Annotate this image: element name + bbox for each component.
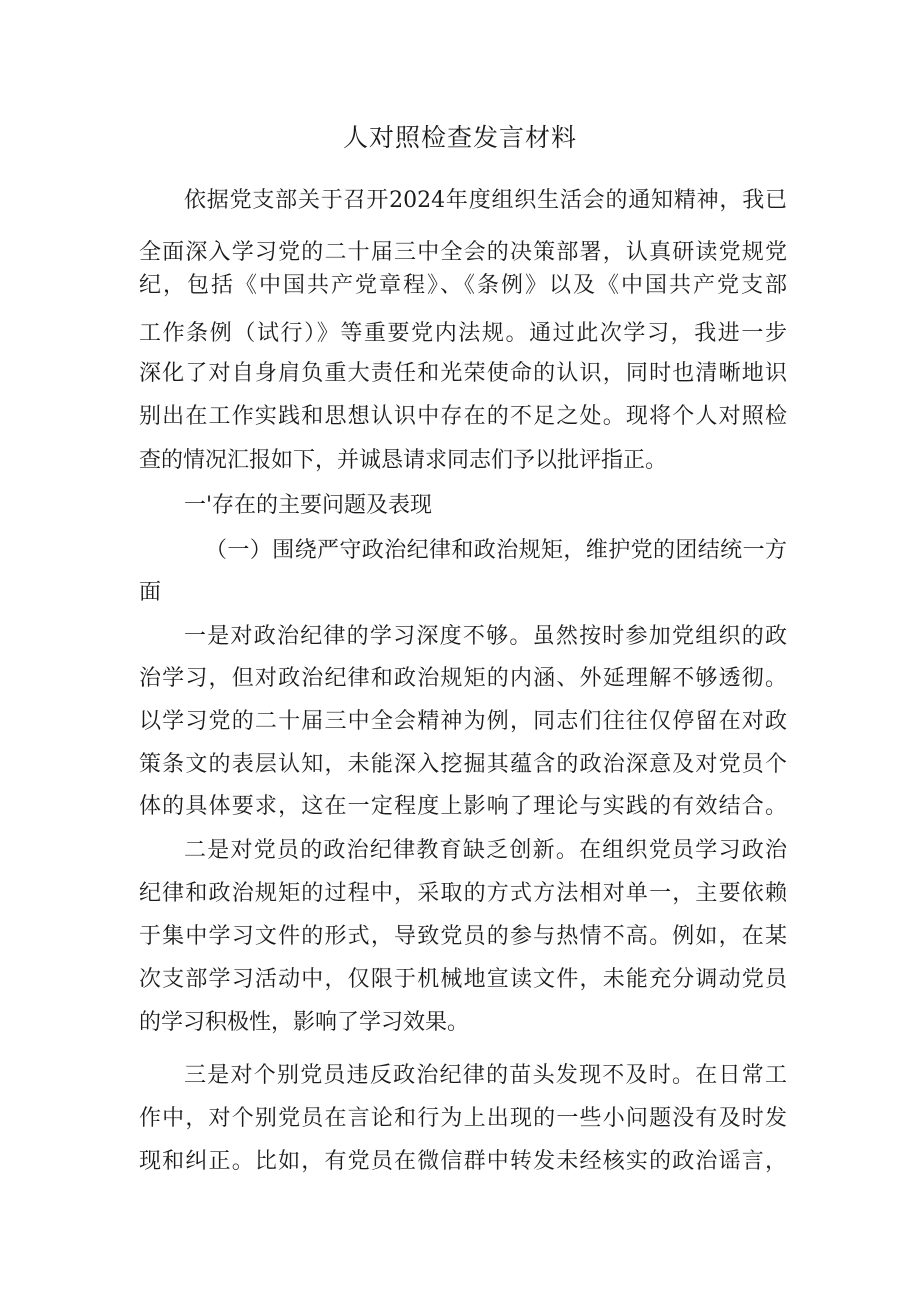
section-heading: 一'存在的主要问题及表现 [184, 493, 433, 518]
paragraph-line: 的学习积极性，影响了学习效果。 [139, 1010, 470, 1035]
paragraph-line: 纪律和政治规矩的过程中，采取的方式方法相对单一，主要依赖 [139, 881, 787, 906]
paragraph-line: 治学习，但对政治纪律和政治规矩的内涵、外延理解不够透彻。 [139, 666, 787, 691]
paragraph-line: 体的具体要求，这在一定程度上影响了理论与实践的有效结合。 [139, 794, 787, 819]
paragraph-line: 查的情况汇报如下，并诚恳请求同志们予以批评指正。 [139, 448, 668, 473]
paragraph-line: 深化了对自身肩负重大责任和光荣使命的认识，同时也清晰地识 [139, 361, 787, 386]
paragraph-line: 次支部学习活动中，仅限于机械地宣读文件，未能充分调动党员 [139, 967, 787, 992]
paragraph-line: 三是对个别党员违反政治纪律的苗头发现不及时。在日常工 [184, 1063, 787, 1088]
paragraph-line: 别出在工作实践和思想认识中存在的不足之处。现将个人对照检 [139, 404, 787, 429]
paragraph-line: 工作条例（试行）》等重要党内法规。通过此次学习，我进一步 [139, 321, 787, 346]
paragraph-line: 全面深入学习党的二十届三中全会的决策部署，认真研读党规党 [139, 240, 787, 265]
document-title: 人对照检查发言材料 [342, 123, 577, 152]
subsection-heading: 面 [139, 580, 162, 605]
paragraph-line: 二是对党员的政治纪律教育缺乏创新。在组织党员学习政治 [184, 838, 787, 863]
subsection-heading: （一）围绕严守政治纪律和政治规矩，维护党的团结统一方 [205, 538, 787, 563]
paragraph-line: 依据党支部关于召开2024年度组织生活会的通知精神，我已 [184, 188, 787, 213]
paragraph-line: 现和纠正。比如，有党员在微信群中转发未经核实的政治谣言， [139, 1149, 787, 1174]
paragraph-line: 一是对政治纪律的学习深度不够。虽然按时参加党组织的政 [184, 624, 787, 649]
paragraph-line: 以学习党的二十届三中全会精神为例，同志们往往仅停留在对政 [139, 709, 787, 734]
paragraph-line: 策条文的表层认知，未能深入挖掘其蕴含的政治深意及对党员个 [139, 752, 787, 777]
paragraph-line: 纪，包括《中国共产党章程》、《条例》以及《中国共产党支部 [139, 273, 787, 298]
paragraph-line: 于集中学习文件的形式，导致党员的参与热情不高。例如，在某 [139, 924, 787, 949]
paragraph-line: 作中，对个别党员在言论和行为上出现的一些小问题没有及时发 [139, 1106, 787, 1131]
